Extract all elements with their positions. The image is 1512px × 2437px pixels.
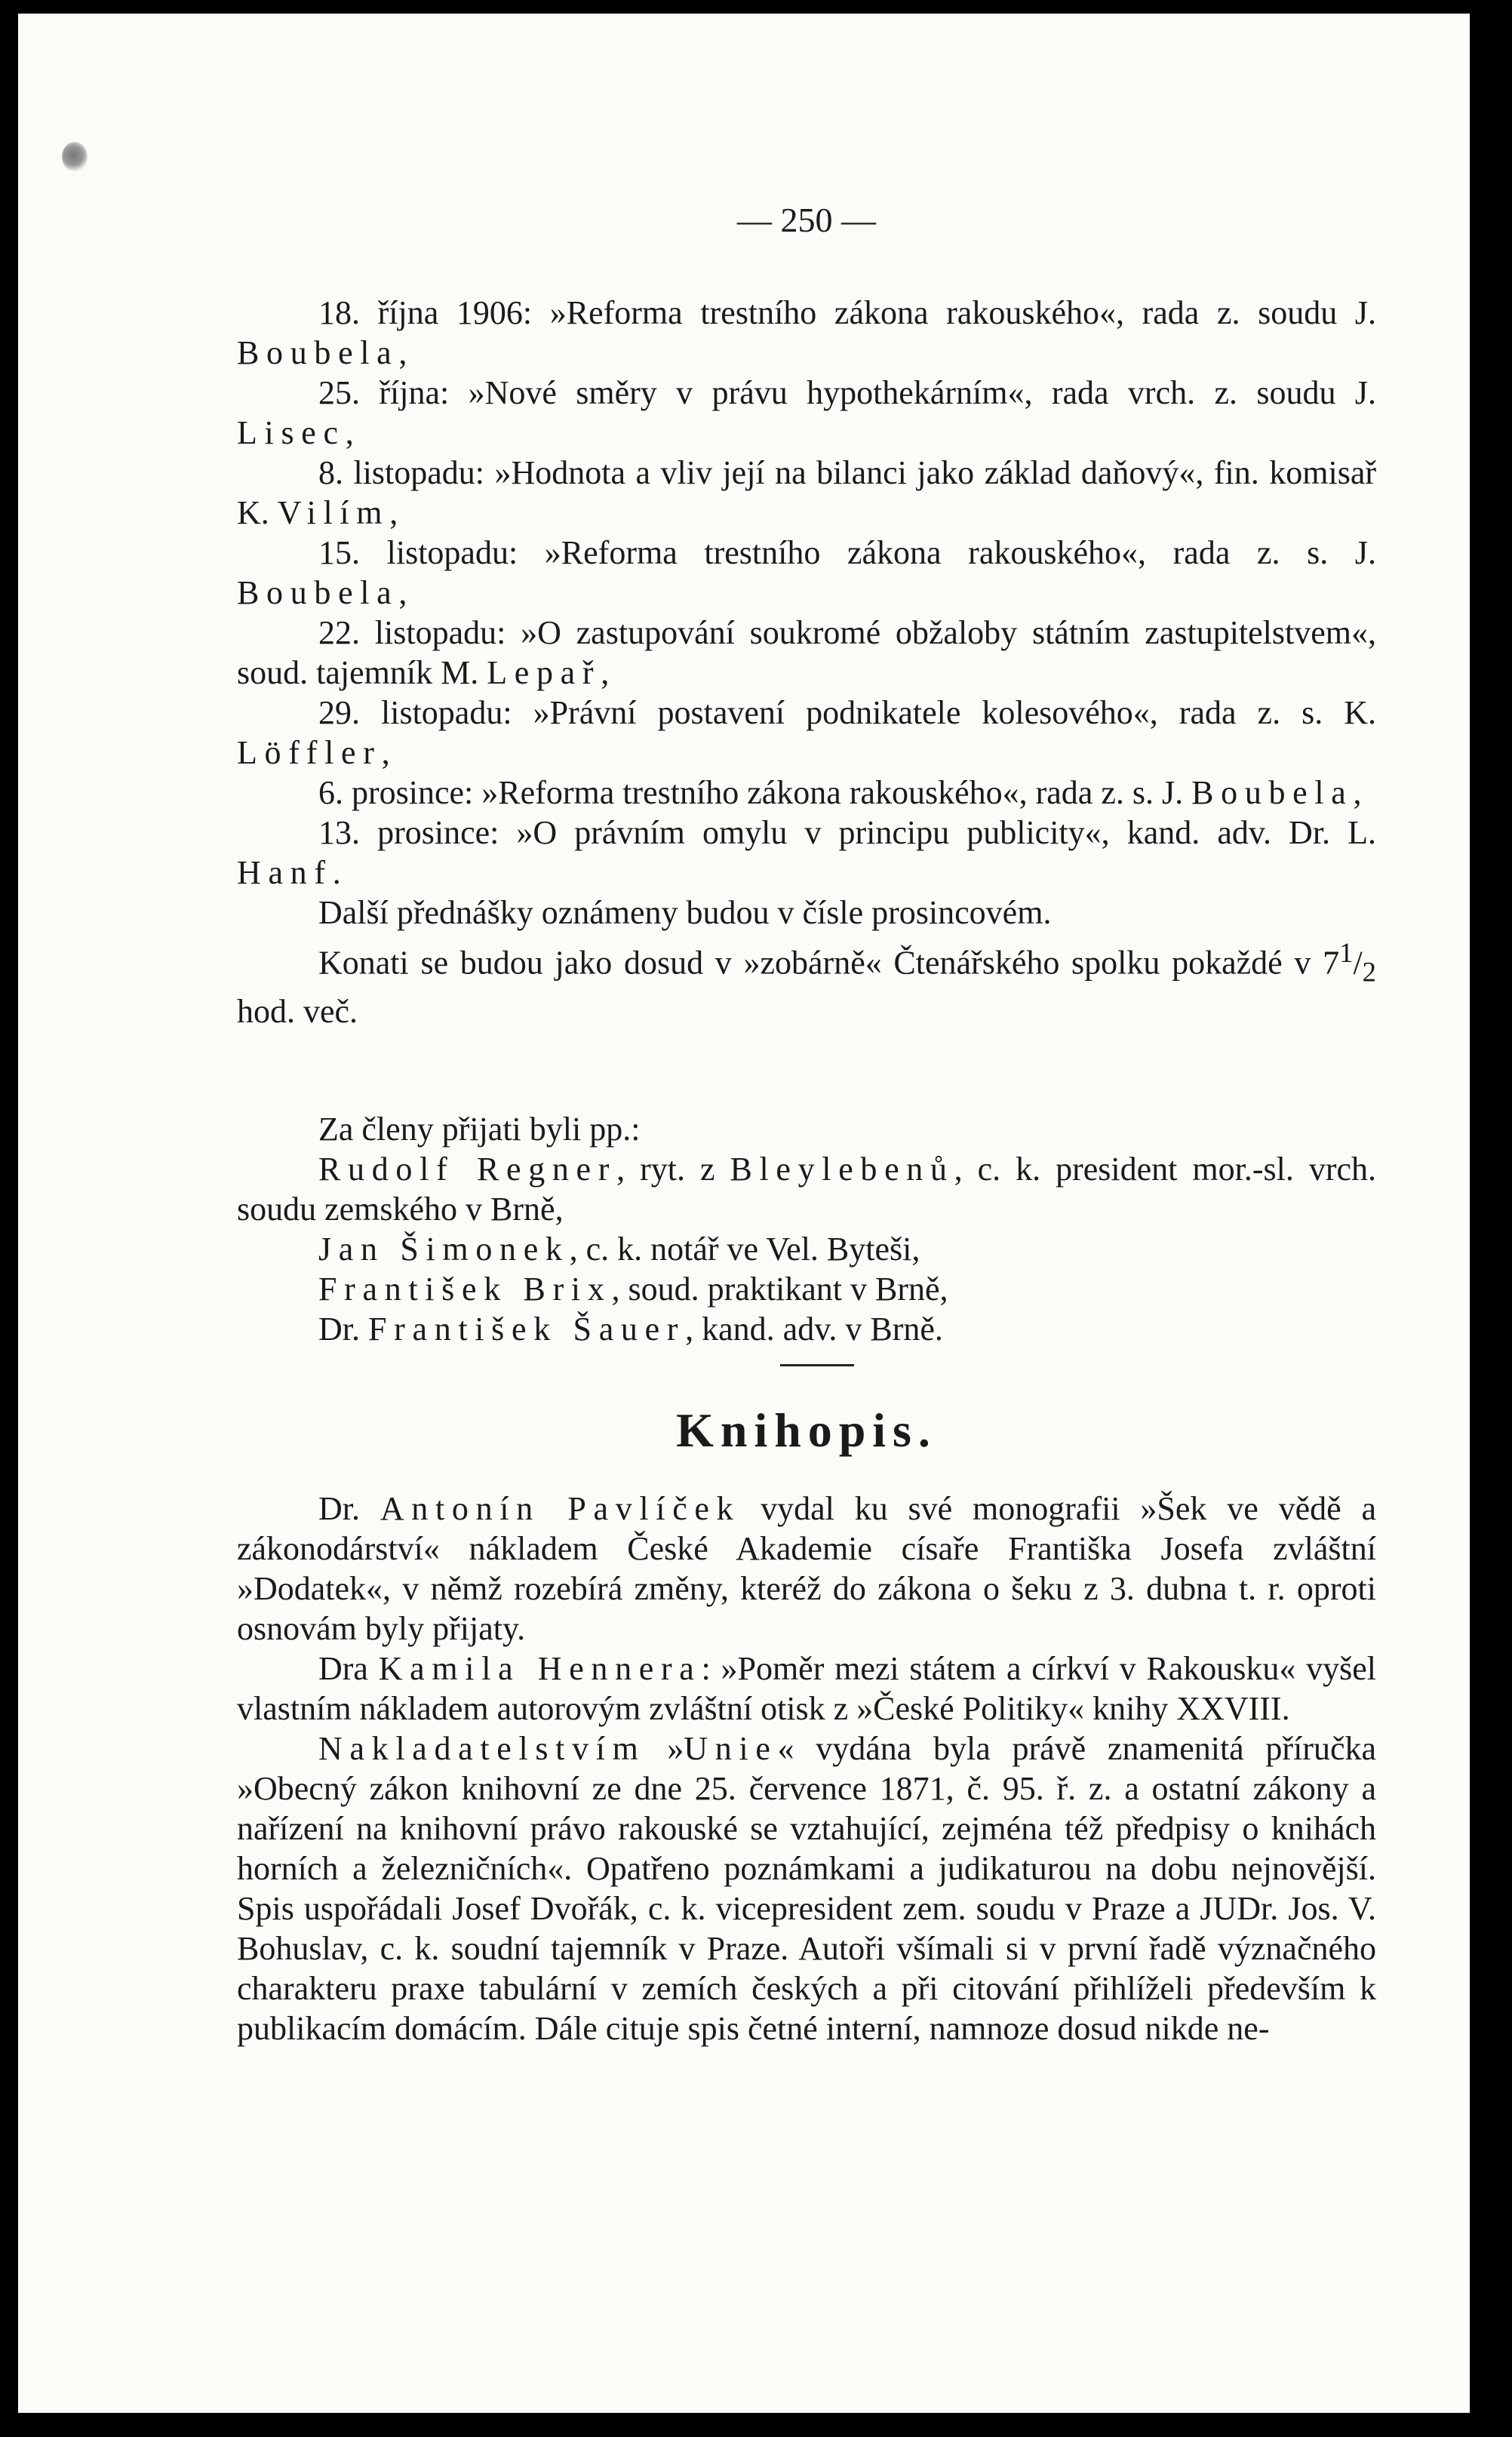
book-notes — [237, 1489, 1376, 2048]
lecture-entry: 15. listopadu: »Reforma trestního zákona rakouského«, rada z. s. J. Boubela, — [237, 534, 1376, 611]
page-number: — 250 — — [737, 201, 876, 239]
member-entry: Jan Šimonek, c. k. notář ve Vel. Byteši, — [318, 1231, 920, 1268]
member-entry: Dr. František Šauer, kand. adv. v Brně. — [318, 1311, 943, 1348]
lecture-entry: 18. října 1906: »Reforma trestního zákona rakouského«, rada z. soudu J. Boubela, — [237, 294, 1376, 371]
lecture-list — [237, 293, 1376, 1031]
new-members — [237, 1109, 1376, 1349]
book-note: Dr. Antonín Pavlíček vydal ku své monografii »Šek ve vědě a zákonodárství« nákladem České Akademie císaře Františka Josefa zvláštní »Dodatek«, v němž rozebírá změny, kteréž do zákona o šeku z 3. dubna t. r. oproti osnovám byly přijaty. — [237, 1490, 1377, 1647]
lecture-entry: 6. prosince: »Reforma trestního zákona rakouského«, rada z. s. J. Boubela, — [318, 774, 1362, 811]
book-note: Nakladatelstvím »Unie« vydána byla právě znamenitá příručka »Obecný zákon knihovní ze dne 25. července 1871, č. 95. ř. z. a ostatní zákony a nařízení na knihovní právo rakouské se vztahující, zejména též předpisy o knihách horních a železničních«. Opatřeno poznámkami a judikaturou na dobu nejnovější. Spis uspořádali Josef Dvořák, c. k. vicepresident zem. soudu v Praze a JUDr. Jos. V. Bohuslav, c. k. soudní tajemník v Praze. Autoři všímali si v první řadě význačného charakteru praxe tabulární v zemích českých a při citování přihlíželi především k publikacím domácím. Dále cituje spis četné interní, namnoze dosud nikde ne- — [237, 1730, 1377, 2047]
section-title: Knihopis. — [676, 1403, 937, 1457]
document-page — [18, 14, 1470, 2413]
lecture-entry: 29. listopadu: »Právní postavení podnikatele kolesového«, rada z. s. K. Löffler, — [237, 694, 1376, 771]
lecture-entry: 8. listopadu: »Hodnota a vliv její na bilanci jako základ daňový«, fin. komisař K. Vilím, — [237, 454, 1376, 531]
member-entry: Rudolf Regner, ryt. z Bleylebenů, c. k. president mor.-sl. vrch. soudu zemského v Brně, — [237, 1151, 1377, 1228]
section-divider — [780, 1364, 854, 1366]
member-entry: František Brix, soud. praktikant v Brně, — [318, 1271, 948, 1308]
book-note: Dra Kamila Hennera: »Poměr mezi státem a církví v Rakousku« vyšel vlastním nákladem autorovým zvláštní otisk z »České Politiky« knihy XXVIII. — [237, 1650, 1376, 1727]
lecture-entry: 22. listopadu: »O zastupování soukromé obžaloby státním zastupitelstvem«, soud. tajemník M. Lepař, — [237, 614, 1376, 691]
scan-blemish — [62, 142, 88, 172]
venue-note: Konati se budou jako dosud v »zobárně« Čtenářského spolku pokaždé v $7^1/_2$ hod. več. — [237, 937, 1376, 1031]
lecture-entry: 13. prosince: »O právním omylu v principu publicity«, kand. adv. Dr. L. Hanf. — [237, 814, 1376, 891]
members-intro: Za členy přijati byli pp.: — [318, 1111, 641, 1148]
lecture-entry: 25. října: »Nové směry v právu hypothekárním«, rada vrch. z. soudu J. Lisec, — [237, 374, 1376, 451]
scan-border — [1470, 0, 1512, 2437]
next-lectures-note: Další přednášky oznámeny budou v čísle prosincovém. — [318, 894, 1052, 931]
